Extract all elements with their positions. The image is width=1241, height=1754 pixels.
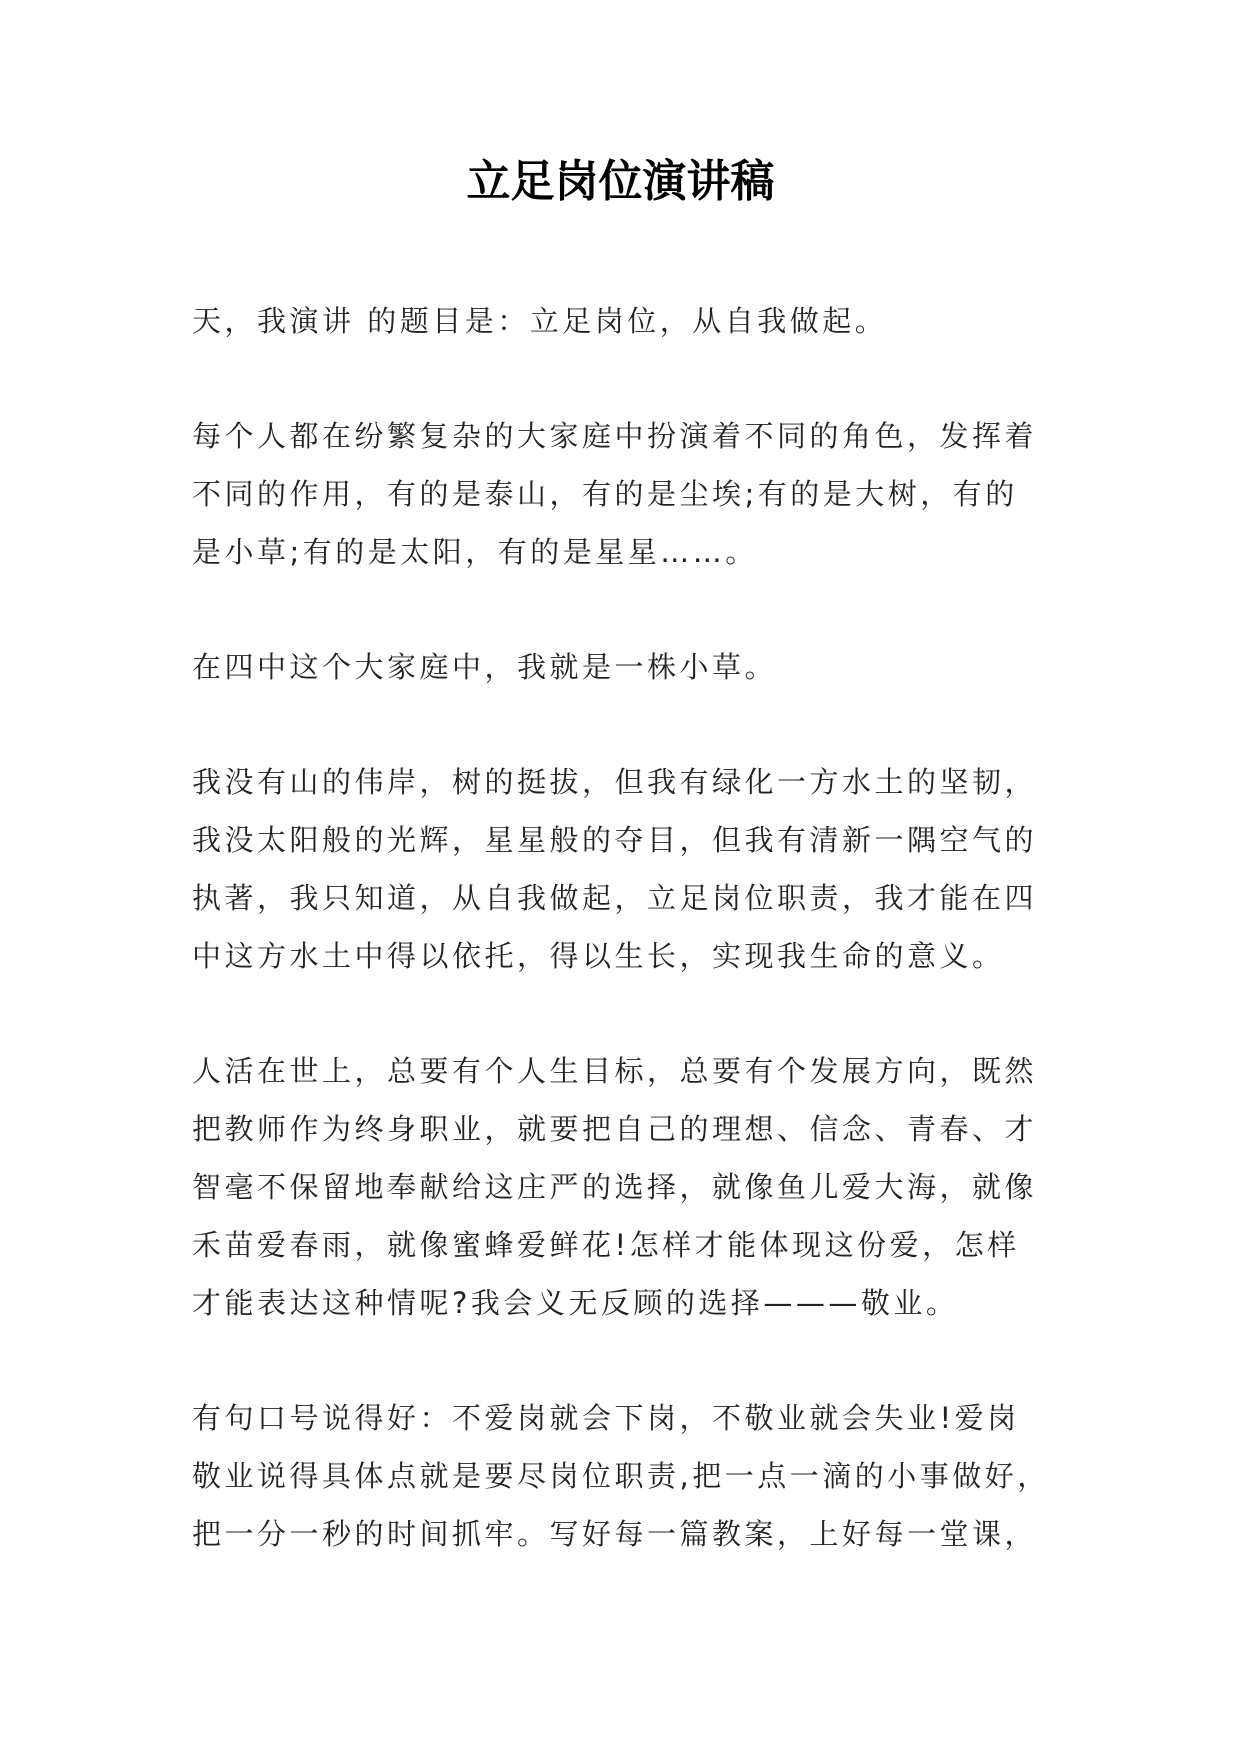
paragraph	[192, 638, 1072, 696]
paragraph-line: 敬业说得具体点就是要尽岗位职责,把一点一滴的小事做好，	[192, 1459, 1050, 1493]
paragraph-line: 智毫不保留地奉献给这庄严的选择，就像鱼儿爱大海，就像	[192, 1170, 1038, 1204]
paragraph-gap	[192, 1332, 1072, 1389]
paragraph-gap	[192, 696, 1072, 753]
paragraph-line: 人活在世上，总要有个人生目标，总要有个发展方向，既然	[192, 1054, 1038, 1088]
paragraph-line: 把教师作为终身职业，就要把自己的理想、信念、青春、才	[192, 1112, 1038, 1146]
paragraph-line: 天，我演讲 的题目是：立足岗位，从自我做起。	[192, 304, 888, 338]
paragraph-line: 把一分一秒的时间抓牢。写好每一篇教案，上好每一堂课，	[192, 1517, 1038, 1551]
paragraph-gap	[192, 581, 1072, 638]
document-body	[192, 292, 1072, 1563]
paragraph	[192, 407, 1072, 581]
paragraph	[192, 1389, 1072, 1563]
paragraph-line: 禾苗爱春雨，就像蜜蜂爱鲜花!怎样才能体现这份爱，怎样	[192, 1228, 1020, 1262]
paragraph	[192, 753, 1072, 985]
paragraph-line: 每个人都在纷繁复杂的大家庭中扮演着不同的角色，发挥着	[192, 419, 1038, 453]
paragraph-line: 我没有山的伟岸，树的挺拔，但我有绿化一方水土的坚韧，	[192, 765, 1038, 799]
paragraph-line: 不同的作用，有的是泰山，有的是尘埃;有的是大树，有的	[192, 477, 1018, 511]
paragraph-gap	[192, 350, 1072, 407]
document-title: 立足岗位演讲稿	[466, 156, 775, 207]
paragraph	[192, 292, 1072, 350]
paragraph-line: 是小草;有的是太阳，有的是星星……。	[192, 535, 758, 569]
paragraph-line: 执著，我只知道，从自我做起，立足岗位职责，我才能在四	[192, 881, 1038, 915]
paragraph-line: 我没太阳般的光辉，星星般的夺目，但我有清新一隅空气的	[192, 823, 1038, 857]
paragraph-line: 中这方水土中得以依托，得以生长，实现我生命的意义。	[192, 939, 1005, 973]
paragraph-line: 在四中这个大家庭中，我就是一株小草。	[192, 650, 778, 684]
paragraph-line: 才能表达这种情呢?我会义无反顾的选择———敬业。	[192, 1286, 959, 1320]
paragraph	[192, 1042, 1072, 1332]
paragraph-line: 有句口号说得好：不爱岗就会下岗，不敬业就会失业!爱岗	[192, 1401, 1020, 1435]
paragraph-gap	[192, 985, 1072, 1042]
